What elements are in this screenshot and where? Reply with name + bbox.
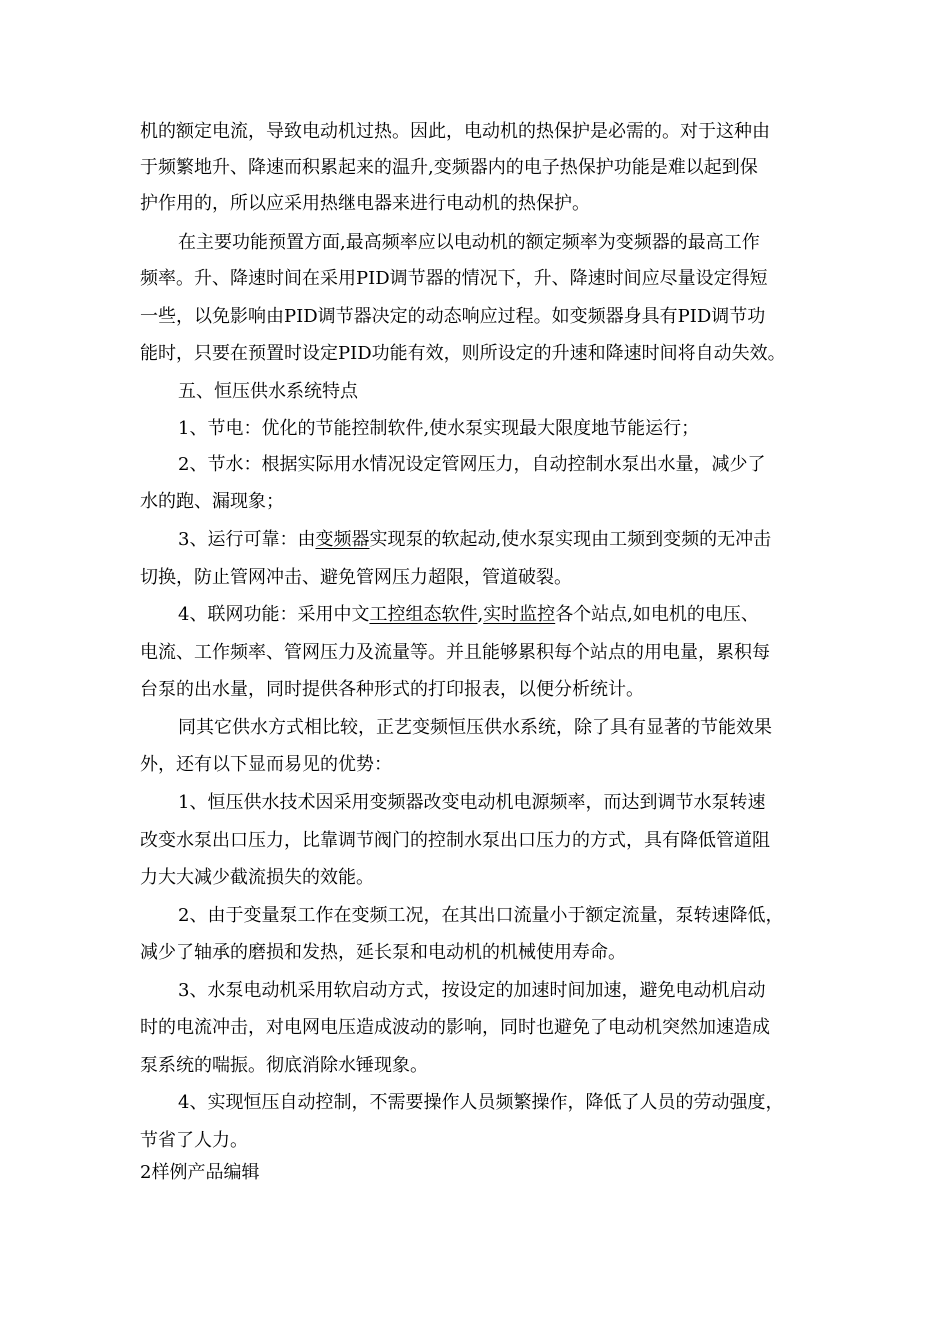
section-heading: 五、恒压供水系统特点: [178, 381, 358, 402]
paragraph-line: 改变水泵出口压力，比靠调节阀门的控制水泵出口压力的方式，具有降低管道阻: [140, 830, 770, 851]
paragraph-line: 护作用的，所以应采用热继电器来进行电动机的热保护。: [140, 193, 590, 214]
text-span: 各个站点,如电机的电压、: [555, 604, 759, 625]
advantage-item: 1、恒压供水技术因采用变频器改变电动机电源频率，而达到调节水泵转速: [178, 792, 766, 813]
paragraph-line: 水的跑、漏现象；: [140, 491, 284, 512]
paragraph-line: 力大大减少截流损失的效能。: [140, 867, 374, 888]
paragraph-line: 于频繁地升、降速而积累起来的温升,变频器内的电子热保护功能是难以起到保: [140, 157, 758, 178]
advantage-item: 4、实现恒压自动控制，不需要操作人员频繁操作，降低了人员的劳动强度，: [178, 1092, 784, 1113]
paragraph-line: 能时，只要在预置时设定PID功能有效，则所设定的升速和降速时间将自动失效。: [140, 343, 786, 364]
config-software-link[interactable]: 工控组态软件: [369, 604, 478, 625]
paragraph-line: 外，还有以下显而易见的优势：: [140, 754, 392, 775]
paragraph-line: 减少了轴承的磨损和发热，延长泵和电动机的机械使用寿命。: [140, 942, 626, 963]
inverter-link[interactable]: 变频器: [315, 529, 370, 550]
feature-item: [178, 603, 759, 627]
paragraph-line: 电流、工作频率、管网压力及流量等。并且能够累积每个站点的用电量，累积每: [140, 642, 770, 663]
text-span: 3、运行可靠：由: [178, 529, 316, 550]
feature-item: 2、节水：根据实际用水情况设定管网压力，自动控制水泵出水量，减少了: [178, 454, 766, 475]
paragraph-line: 在主要功能预置方面,最高频率应以电动机的额定频率为变频器的最高工作: [178, 232, 760, 253]
advantage-item: 3、水泵电动机采用软启动方式，按设定的加速时间加速，避免电动机启动: [178, 980, 766, 1001]
text-span: 4、联网功能：采用中文: [178, 604, 370, 625]
paragraph-line: 节省了人力。: [140, 1130, 248, 1151]
text-span: 实现泵的软起动,使水泵实现由工频到变频的无冲击: [369, 529, 772, 550]
section-heading: 2样例产品编辑: [140, 1162, 260, 1183]
paragraph-line: 切换，防止管网冲击、避免管网压力超限，管道破裂。: [140, 567, 572, 588]
paragraph-line: 同其它供水方式相比较，正艺变频恒压供水系统，除了具有显著的节能效果: [178, 717, 772, 738]
paragraph-line: 时的电流冲击，对电网电压造成波动的影响，同时也避免了电动机突然加速造成: [140, 1017, 770, 1038]
paragraph-line: 台泵的出水量，同时提供各种形式的打印报表，以便分析统计。: [140, 679, 644, 700]
paragraph-line: 泵系统的喘振。彻底消除水锤现象。: [140, 1055, 428, 1076]
advantage-item: 2、由于变量泵工作在变频工况，在其出口流量小于额定流量，泵转速降低，: [178, 905, 784, 926]
feature-item: 1、节电：优化的节能控制软件,使水泵实现最大限度地节能运行；: [178, 418, 700, 439]
paragraph-line: 频率。升、降速时间在采用PID调节器的情况下，升、降速时间应尽量设定得短: [140, 268, 768, 289]
feature-item: [178, 528, 771, 552]
realtime-monitor-link[interactable]: 实时监控: [483, 604, 556, 625]
text-span: ,: [477, 604, 484, 625]
paragraph-line: 一些，以免影响由PID调节器决定的动态响应过程。如变频器身具有PID调节功: [140, 306, 766, 327]
paragraph-line: 机的额定电流，导致电动机过热。因此，电动机的热保护是必需的。对于这种由: [140, 121, 770, 142]
